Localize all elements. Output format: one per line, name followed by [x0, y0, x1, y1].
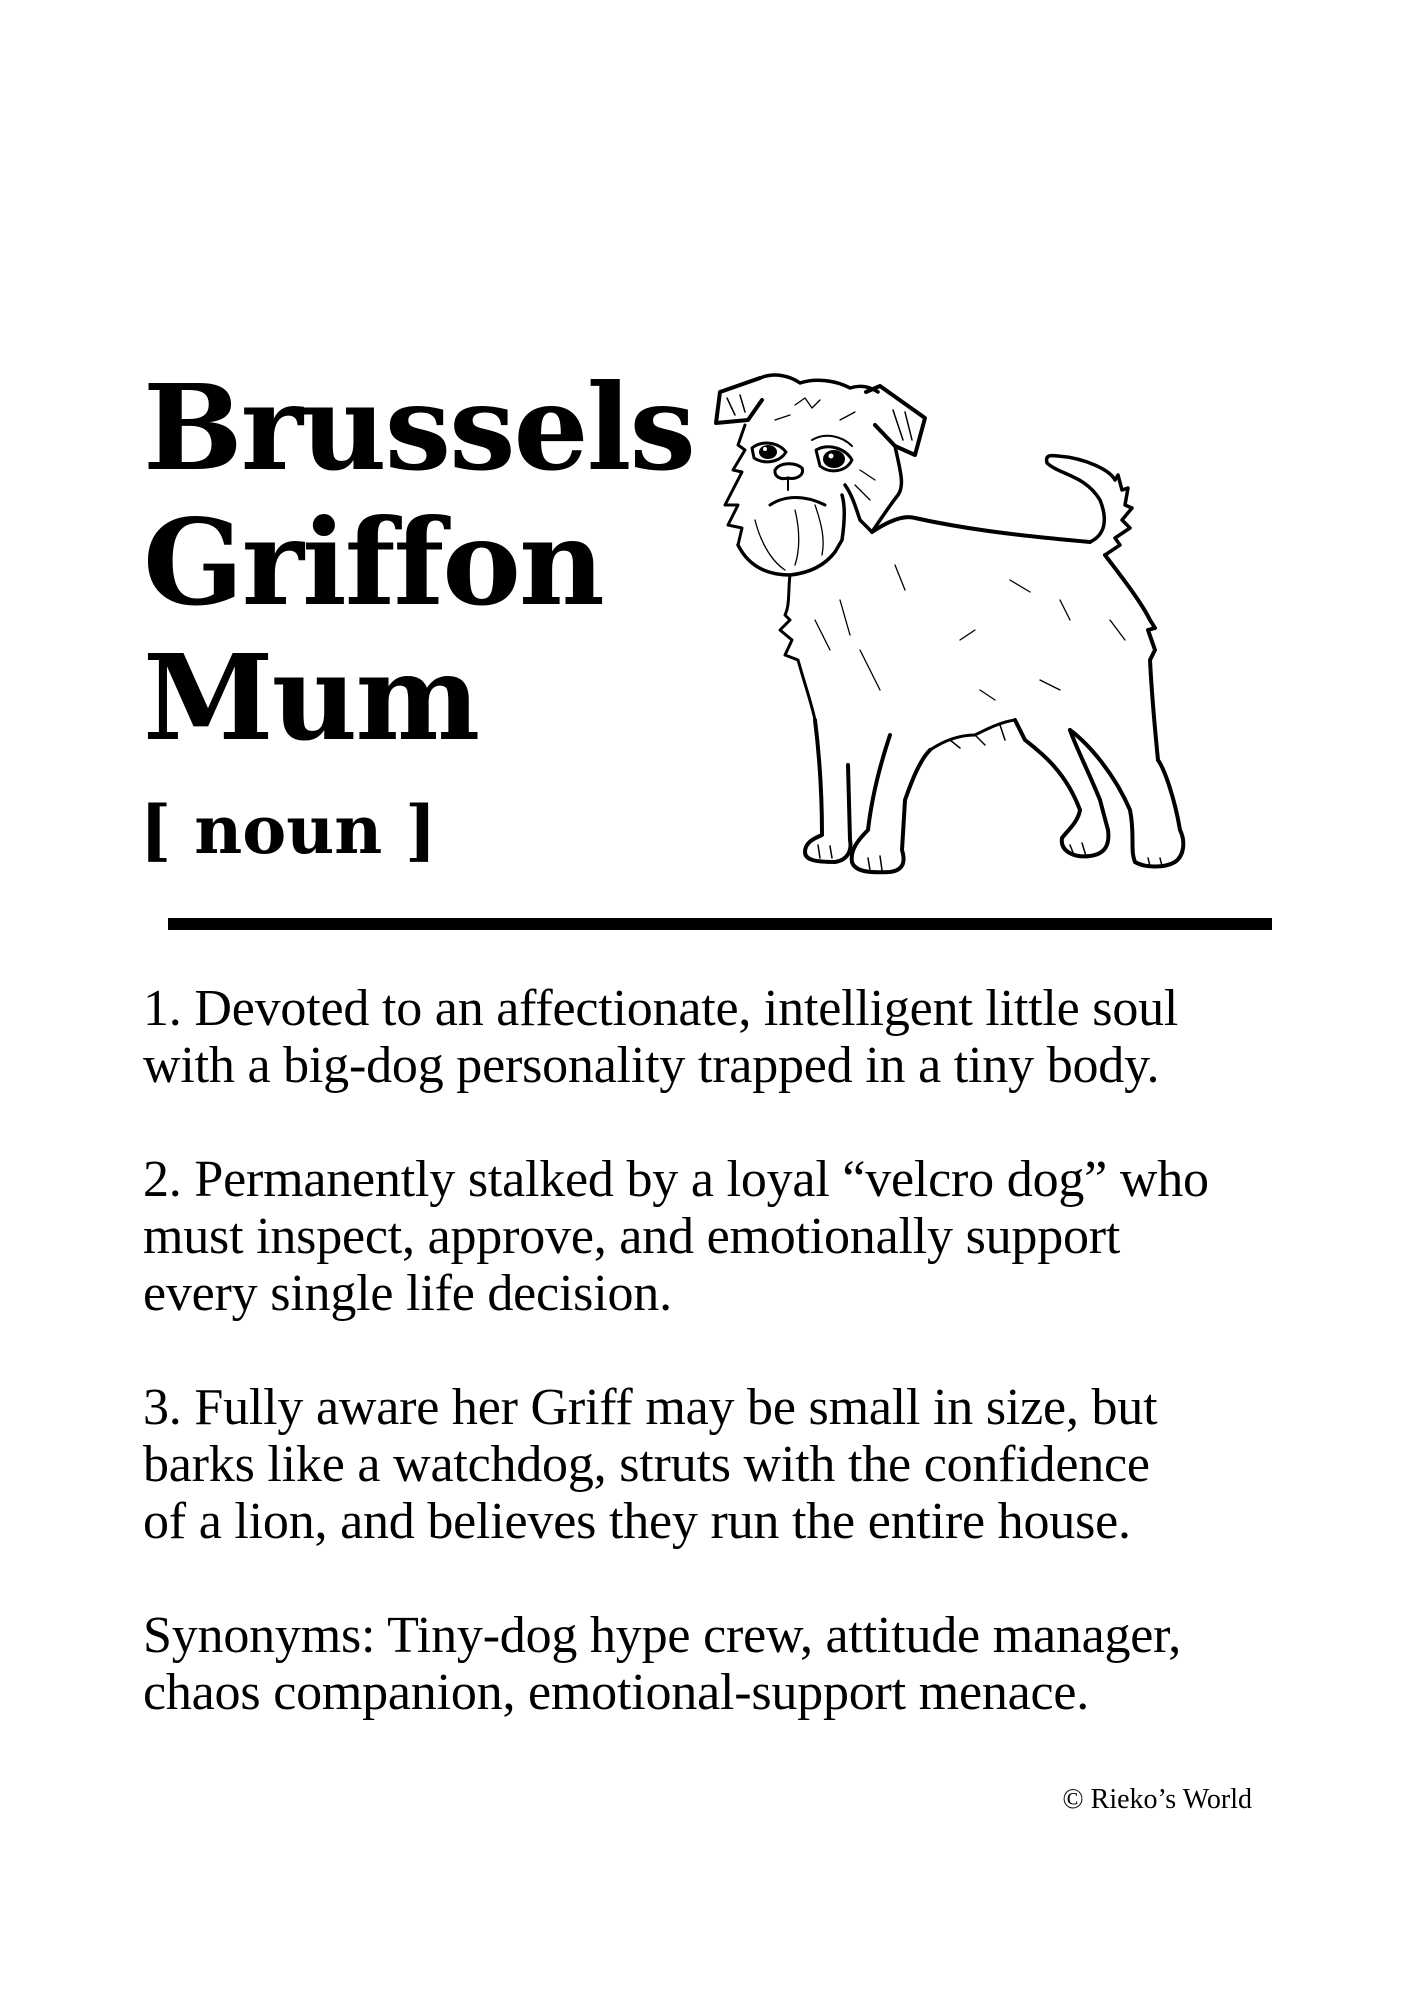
page-title: [143, 360, 694, 765]
definition-1-line-1: 1. Devoted to an affectionate, intelligent little soul: [143, 980, 1179, 1037]
definition-3: [143, 1379, 1293, 1550]
synonyms-line-1: Synonyms: Tiny-dog hype crew, attitude manager,: [143, 1607, 1182, 1664]
part-of-speech: [ noun ]: [140, 791, 437, 869]
definition-2-line-1: 2. Permanently stalked by a loyal “velcro dog” who: [143, 1151, 1209, 1208]
definition-2-line-3: every single life decision.: [143, 1265, 672, 1322]
synonyms-line-2: chaos companion, emotional-support menace.: [143, 1664, 1090, 1721]
definition-3-line-3: of a lion, and believes they run the entire house.: [143, 1493, 1131, 1550]
title-line-3: Mum: [143, 628, 479, 767]
definitions: [143, 980, 1293, 1778]
definition-3-line-2: barks like a watchdog, struts with the confidence: [143, 1436, 1150, 1493]
definition-3-line-1: 3. Fully aware her Griff may be small in size, but: [143, 1379, 1158, 1436]
definition-1-line-2: with a big-dog personality trapped in a tiny body.: [143, 1037, 1160, 1094]
title-line-2: Griffon: [143, 493, 603, 632]
title-line-1: Brussels: [143, 358, 694, 497]
definition-1: [143, 980, 1293, 1094]
definition-2-line-2: must inspect, approve, and emotionally support: [143, 1208, 1121, 1265]
dog-illustration-icon: [700, 360, 1300, 920]
synonyms: [143, 1607, 1293, 1721]
definition-2: [143, 1151, 1293, 1322]
copyright-notice: © Rieko’s World: [1062, 1784, 1252, 1815]
divider-rule: [168, 918, 1272, 930]
